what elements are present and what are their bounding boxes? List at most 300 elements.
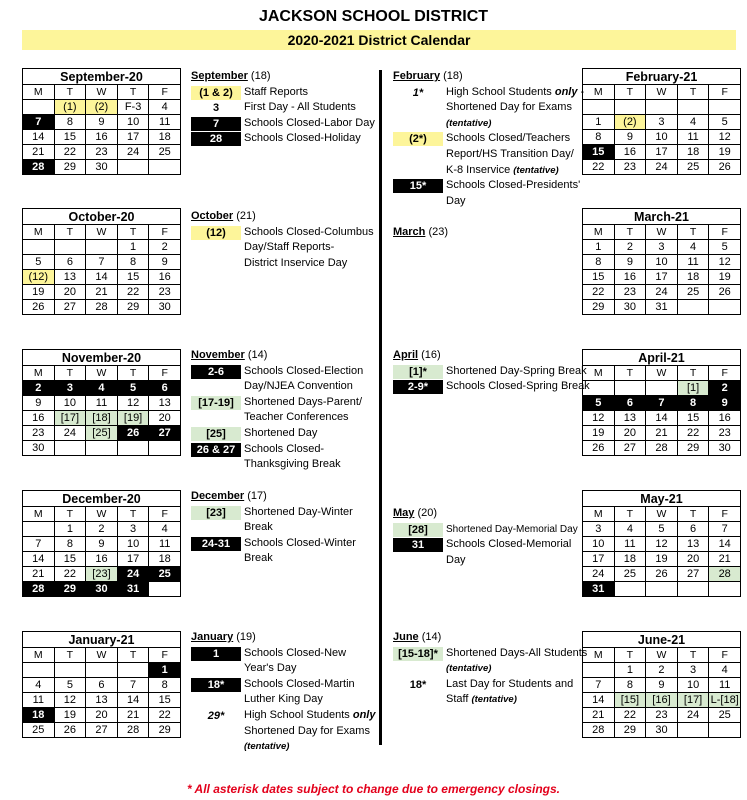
day-cell: 12 bbox=[646, 537, 678, 552]
event-date-box: 29* bbox=[207, 709, 225, 722]
event-row bbox=[393, 692, 517, 708]
day-cell: 5 bbox=[23, 255, 55, 270]
day-cell: 11 bbox=[614, 537, 646, 552]
day-cell: 29 bbox=[54, 160, 86, 175]
weekday-letter: W bbox=[646, 225, 678, 240]
day-cell: 23 bbox=[709, 426, 741, 441]
event-description: Schools Closed-Martin bbox=[244, 677, 355, 690]
day-cell: 19 bbox=[709, 145, 741, 160]
event-text bbox=[244, 692, 323, 708]
day-cell: F-3 bbox=[117, 100, 149, 115]
day-cell: 3 bbox=[646, 115, 678, 130]
event-text bbox=[244, 256, 347, 272]
event-date-box: [23] bbox=[191, 506, 241, 520]
month-header: November-20 bbox=[23, 350, 181, 366]
event-text bbox=[446, 116, 491, 132]
day-cell: 13 bbox=[86, 693, 118, 708]
weekday-letter: M bbox=[23, 85, 55, 100]
day-cell: 8 bbox=[614, 678, 646, 693]
event-date-box bbox=[191, 693, 241, 707]
tentative-label: (tentative) bbox=[446, 117, 492, 129]
day-cell: 29 bbox=[583, 300, 615, 315]
day-cell bbox=[86, 240, 118, 255]
weekday-letter: F bbox=[149, 507, 181, 522]
day-cell: 31 bbox=[117, 582, 149, 597]
event-description: First Day - All Students bbox=[244, 101, 356, 114]
day-cell: 29 bbox=[117, 300, 149, 315]
event-description: Schools Closed-Memorial bbox=[446, 538, 572, 551]
weekday-letter: T bbox=[54, 366, 86, 381]
event-text bbox=[244, 724, 370, 740]
day-cell: 10 bbox=[117, 115, 149, 130]
day-cell: 9 bbox=[23, 396, 55, 411]
section-month-name: September bbox=[191, 70, 248, 82]
event-date-box: [25] bbox=[191, 427, 241, 441]
day-cell: 30 bbox=[709, 441, 741, 456]
events-section-oct bbox=[191, 209, 374, 271]
day-cell: 21 bbox=[117, 708, 149, 723]
day-cell: 10 bbox=[583, 537, 615, 552]
event-date-box: (12) bbox=[191, 226, 241, 240]
weekday-letter: M bbox=[583, 507, 615, 522]
day-cell: 24 bbox=[54, 426, 86, 441]
day-cell: 6 bbox=[54, 255, 86, 270]
day-cell bbox=[709, 100, 741, 115]
day-cell: 19 bbox=[583, 426, 615, 441]
event-text bbox=[244, 240, 334, 256]
event-row bbox=[191, 116, 375, 132]
weekday-letter: F bbox=[709, 507, 741, 522]
month-header: February-21 bbox=[583, 69, 741, 85]
event-row bbox=[191, 646, 347, 662]
day-cell: L-[18] bbox=[710, 694, 739, 706]
event-date-box: [17-19] bbox=[191, 396, 241, 410]
district-title: JACKSON SCHOOL DISTRICT bbox=[258, 8, 489, 25]
event-date-box bbox=[191, 740, 241, 754]
day-cell: 2 bbox=[709, 381, 741, 396]
weekday-letter: T bbox=[54, 85, 86, 100]
event-text bbox=[446, 661, 491, 677]
day-cell: 18 bbox=[23, 708, 55, 723]
event-row bbox=[191, 442, 325, 458]
section-month-name: January bbox=[191, 631, 234, 643]
day-cell: 23 bbox=[614, 285, 646, 300]
day-cell: 3 bbox=[646, 240, 678, 255]
event-text bbox=[244, 677, 355, 693]
day-cell bbox=[709, 582, 741, 597]
event-text bbox=[244, 442, 324, 458]
day-cell: 6 bbox=[614, 396, 646, 411]
event-description: Report/HS Transition Day/ bbox=[446, 147, 574, 160]
day-cell: 11 bbox=[86, 396, 118, 411]
event-row bbox=[191, 739, 290, 755]
day-cell: 10 bbox=[117, 537, 149, 552]
day-cell: 24 bbox=[117, 567, 149, 582]
event-date-box: 18* bbox=[191, 678, 241, 692]
section-day-count: (19) bbox=[236, 631, 256, 643]
day-cell: (12) bbox=[23, 270, 55, 285]
event-description: Day/NJEA Convention bbox=[244, 380, 353, 393]
day-cell: (2) bbox=[86, 100, 118, 115]
day-cell: 17 bbox=[583, 552, 615, 567]
month-calendar-sep bbox=[22, 68, 181, 175]
section-heading bbox=[393, 630, 441, 646]
event-description: Break bbox=[244, 521, 273, 534]
event-description: High School Students bbox=[446, 85, 555, 98]
day-cell: 11 bbox=[149, 115, 181, 130]
event-text bbox=[446, 379, 590, 395]
event-text bbox=[244, 410, 349, 426]
day-cell: 25 bbox=[23, 723, 55, 738]
weekday-letter: T bbox=[54, 648, 86, 663]
event-text bbox=[244, 131, 361, 147]
section-month-name: October bbox=[191, 210, 234, 222]
day-cell: 4 bbox=[86, 381, 118, 396]
day-cell: 14 bbox=[117, 693, 149, 708]
day-cell: 17 bbox=[117, 130, 149, 145]
event-date-box bbox=[393, 195, 443, 209]
day-cell: 9 bbox=[86, 537, 118, 552]
day-cell: 8 bbox=[54, 537, 86, 552]
month-calendar-oct bbox=[22, 208, 181, 315]
section-day-count: (23) bbox=[428, 226, 449, 238]
day-cell: 3 bbox=[54, 381, 86, 396]
emphasis-only: only bbox=[554, 85, 578, 98]
event-description: Teacher Conferences bbox=[244, 411, 349, 424]
month-header: September-20 bbox=[23, 69, 181, 85]
event-date-box: [1]* bbox=[393, 365, 443, 379]
section-heading bbox=[191, 69, 270, 85]
day-cell: 26 bbox=[23, 300, 55, 315]
section-heading bbox=[393, 348, 441, 364]
day-cell: 19 bbox=[23, 285, 55, 300]
weekday-letter: F bbox=[709, 648, 741, 663]
day-cell: 23 bbox=[86, 145, 118, 160]
day-cell: 14 bbox=[583, 693, 615, 708]
day-cell: 30 bbox=[149, 300, 181, 315]
event-date-box: [15-18]* bbox=[393, 647, 443, 661]
day-cell: 7 bbox=[646, 396, 678, 411]
day-cell: 15 bbox=[677, 411, 709, 426]
day-cell: 26 bbox=[117, 426, 149, 441]
day-cell: 18 bbox=[677, 145, 709, 160]
day-cell bbox=[646, 582, 678, 597]
weekday-letter: T bbox=[117, 648, 149, 663]
event-text bbox=[446, 646, 587, 662]
day-cell: 28 bbox=[646, 441, 678, 456]
month-header: January-21 bbox=[23, 632, 181, 648]
tentative-label: (tentative) bbox=[471, 694, 517, 706]
event-description: Shortened Day-Spring Break bbox=[446, 364, 587, 377]
day-cell bbox=[614, 100, 646, 115]
day-cell: 26 bbox=[709, 160, 741, 175]
day-cell bbox=[149, 582, 181, 597]
event-text bbox=[244, 85, 308, 101]
day-cell: 31 bbox=[646, 300, 678, 315]
day-cell: 31 bbox=[583, 582, 615, 597]
events-section-mar bbox=[393, 225, 448, 241]
day-cell: 23 bbox=[23, 426, 55, 441]
day-cell: 5 bbox=[709, 115, 741, 130]
day-cell: 13 bbox=[614, 411, 646, 426]
events-section-dec bbox=[191, 489, 356, 567]
event-text bbox=[244, 116, 375, 132]
day-cell bbox=[86, 441, 118, 456]
day-cell: 21 bbox=[709, 552, 741, 567]
tentative-label: (tentative) bbox=[513, 164, 559, 176]
month-calendar-jan bbox=[22, 631, 181, 738]
event-description: Shortened Day-Memorial Day bbox=[446, 523, 578, 535]
weekday-letter: T bbox=[54, 507, 86, 522]
day-cell: 27 bbox=[54, 300, 86, 315]
event-description: Staff bbox=[446, 693, 472, 706]
event-date-box: 15* bbox=[393, 179, 443, 193]
event-description: Day/Staff Reports- bbox=[244, 241, 335, 254]
day-cell: 20 bbox=[86, 708, 118, 723]
event-text bbox=[446, 178, 580, 194]
day-cell: (2) bbox=[614, 115, 646, 130]
event-row bbox=[393, 131, 571, 147]
event-date-box bbox=[393, 693, 443, 707]
event-date-box: 3 bbox=[212, 102, 220, 115]
event-date-box: 18* bbox=[409, 678, 427, 691]
day-cell: 8 bbox=[117, 255, 149, 270]
day-cell: 18 bbox=[149, 552, 181, 567]
day-cell: 1 bbox=[54, 522, 86, 537]
event-description: Shortened Day bbox=[244, 426, 318, 439]
event-row bbox=[393, 522, 578, 538]
day-cell: 10 bbox=[646, 130, 678, 145]
section-day-count: (18) bbox=[250, 70, 271, 82]
weekday-letter: T bbox=[54, 225, 86, 240]
day-cell: [19] bbox=[117, 411, 149, 426]
event-row bbox=[191, 240, 335, 256]
day-cell bbox=[149, 160, 181, 175]
section-month-name: June bbox=[393, 631, 419, 643]
event-row bbox=[191, 225, 374, 241]
event-row bbox=[393, 379, 590, 395]
day-cell: 12 bbox=[709, 130, 741, 145]
event-date-box: 31 bbox=[393, 538, 443, 552]
day-cell: 20 bbox=[149, 411, 181, 426]
day-cell: 20 bbox=[54, 285, 86, 300]
day-cell: 4 bbox=[23, 678, 55, 693]
day-cell: 30 bbox=[646, 723, 678, 738]
event-date-box: 26 & 27 bbox=[191, 443, 241, 457]
event-date-box bbox=[191, 725, 241, 739]
event-date-box bbox=[393, 101, 443, 115]
weekday-letter: M bbox=[23, 507, 55, 522]
day-cell: 18 bbox=[677, 270, 709, 285]
day-cell: 7 bbox=[583, 678, 615, 693]
event-date-box bbox=[191, 257, 241, 271]
day-cell bbox=[86, 663, 118, 678]
weekday-letter: W bbox=[646, 366, 678, 381]
day-cell: 15 bbox=[583, 270, 615, 285]
event-date-box bbox=[191, 552, 241, 566]
event-date-box bbox=[191, 380, 241, 394]
event-description: Shortened Day for Exams bbox=[244, 724, 370, 737]
day-cell: 17 bbox=[646, 270, 678, 285]
event-description: Staff Reports bbox=[244, 85, 308, 98]
event-row bbox=[191, 85, 308, 101]
event-description: High School Students bbox=[244, 708, 353, 721]
day-cell: 23 bbox=[614, 160, 646, 175]
section-heading bbox=[393, 506, 437, 522]
day-cell bbox=[583, 663, 615, 678]
event-row bbox=[191, 505, 353, 521]
event-description: Schools Closed-Winter bbox=[244, 536, 356, 549]
event-text bbox=[244, 364, 363, 380]
day-cell: 25 bbox=[149, 145, 181, 160]
event-date-box bbox=[191, 662, 241, 676]
month-header: April-21 bbox=[583, 350, 741, 366]
event-description: Schools Closed-Presidents' bbox=[446, 179, 581, 192]
event-row bbox=[191, 457, 341, 473]
event-date-box bbox=[393, 554, 443, 568]
day-cell: 4 bbox=[677, 115, 709, 130]
day-cell: 18 bbox=[614, 552, 646, 567]
event-row bbox=[393, 116, 492, 132]
day-cell: 6 bbox=[149, 381, 181, 396]
day-cell: 22 bbox=[583, 160, 615, 175]
event-description: District Inservice Day bbox=[244, 256, 348, 269]
day-cell bbox=[677, 723, 709, 738]
month-header: May-21 bbox=[583, 491, 741, 507]
section-month-name: April bbox=[393, 349, 419, 361]
event-text bbox=[244, 646, 346, 662]
event-row bbox=[393, 147, 574, 163]
day-cell: 21 bbox=[646, 426, 678, 441]
section-heading bbox=[191, 489, 267, 505]
event-text bbox=[244, 426, 317, 442]
day-cell: 20 bbox=[677, 552, 709, 567]
weekday-letter: F bbox=[149, 648, 181, 663]
event-date-box: 24-31 bbox=[191, 537, 241, 551]
day-cell: 11 bbox=[677, 255, 709, 270]
day-cell: [17] bbox=[54, 411, 86, 426]
event-text bbox=[446, 537, 571, 553]
event-row bbox=[191, 379, 353, 395]
day-cell: 22 bbox=[677, 426, 709, 441]
day-cell: 16 bbox=[709, 411, 741, 426]
event-row bbox=[191, 536, 356, 552]
day-cell: 4 bbox=[149, 522, 181, 537]
event-row bbox=[393, 178, 581, 194]
day-cell: 9 bbox=[614, 255, 646, 270]
month-calendar-dec bbox=[22, 490, 181, 597]
day-cell: 16 bbox=[614, 145, 646, 160]
weekday-letter: T bbox=[677, 225, 709, 240]
weekday-letter: W bbox=[646, 648, 678, 663]
day-cell: [17] bbox=[677, 693, 709, 708]
day-cell: 8 bbox=[583, 255, 615, 270]
day-cell: 13 bbox=[149, 396, 181, 411]
event-date-box bbox=[191, 458, 241, 472]
day-cell: 1 bbox=[614, 663, 646, 678]
weekday-letter: W bbox=[86, 85, 118, 100]
day-cell bbox=[117, 441, 149, 456]
section-day-count: (21) bbox=[236, 210, 256, 222]
day-cell: [23] bbox=[86, 567, 118, 582]
weekday-letter: W bbox=[646, 85, 678, 100]
day-cell: 21 bbox=[583, 708, 615, 723]
day-cell: 9 bbox=[86, 115, 118, 130]
day-cell: 21 bbox=[23, 567, 55, 582]
day-cell: 25 bbox=[677, 160, 709, 175]
day-cell: 10 bbox=[677, 678, 709, 693]
weekday-letter: M bbox=[583, 85, 615, 100]
day-cell: 25 bbox=[677, 285, 709, 300]
events-section-sep bbox=[191, 69, 375, 147]
event-text bbox=[446, 147, 574, 163]
weekday-letter: T bbox=[614, 507, 646, 522]
weekday-letter: F bbox=[709, 85, 741, 100]
event-text bbox=[244, 520, 273, 536]
day-cell: 4 bbox=[149, 100, 181, 115]
day-cell bbox=[23, 100, 55, 115]
day-cell: 29 bbox=[614, 723, 646, 738]
event-text bbox=[244, 225, 374, 241]
event-description: Day bbox=[446, 553, 466, 566]
day-cell: 28 bbox=[23, 582, 55, 597]
event-row bbox=[393, 364, 587, 380]
day-cell: 9 bbox=[614, 130, 646, 145]
day-cell: 29 bbox=[54, 582, 86, 597]
section-month-name: November bbox=[191, 349, 245, 361]
day-cell: 11 bbox=[709, 678, 741, 693]
day-cell: 5 bbox=[709, 240, 741, 255]
day-cell: 16 bbox=[614, 270, 646, 285]
events-section-may bbox=[393, 506, 578, 568]
weekday-letter: T bbox=[677, 366, 709, 381]
day-cell: [25] bbox=[86, 426, 118, 441]
day-cell: 5 bbox=[54, 678, 86, 693]
day-cell: 1 bbox=[117, 240, 149, 255]
event-text bbox=[244, 661, 296, 677]
calendar-subtitle: 2020-2021 District Calendar bbox=[22, 30, 736, 50]
event-row bbox=[191, 551, 273, 567]
event-description: Last Day for Students and bbox=[446, 677, 574, 690]
day-cell: 27 bbox=[614, 441, 646, 456]
day-cell: 2 bbox=[149, 240, 181, 255]
events-section-apr bbox=[393, 348, 590, 395]
event-description: Schools Closed-New bbox=[244, 646, 347, 659]
event-date-box bbox=[191, 521, 241, 535]
day-cell: 29 bbox=[149, 723, 181, 738]
weekday-letter: T bbox=[677, 85, 709, 100]
event-description: Schools Closed-Holiday bbox=[244, 132, 361, 145]
day-cell: 6 bbox=[677, 522, 709, 537]
event-row bbox=[393, 100, 572, 116]
day-cell: [18] bbox=[86, 411, 118, 426]
weekday-letter: F bbox=[709, 366, 741, 381]
event-text bbox=[244, 457, 341, 473]
day-cell: 24 bbox=[646, 160, 678, 175]
events-section-nov bbox=[191, 348, 364, 473]
day-cell: 8 bbox=[54, 115, 86, 130]
section-month-name: May bbox=[393, 507, 415, 519]
weekday-letter: F bbox=[149, 366, 181, 381]
day-cell: 7 bbox=[86, 255, 118, 270]
day-cell: 25 bbox=[614, 567, 646, 582]
event-date-box bbox=[393, 148, 443, 162]
event-text bbox=[244, 395, 362, 411]
day-cell: 15 bbox=[54, 552, 86, 567]
day-cell: 17 bbox=[646, 145, 678, 160]
month-calendar-mar bbox=[582, 208, 741, 315]
day-cell: 28 bbox=[23, 160, 55, 175]
